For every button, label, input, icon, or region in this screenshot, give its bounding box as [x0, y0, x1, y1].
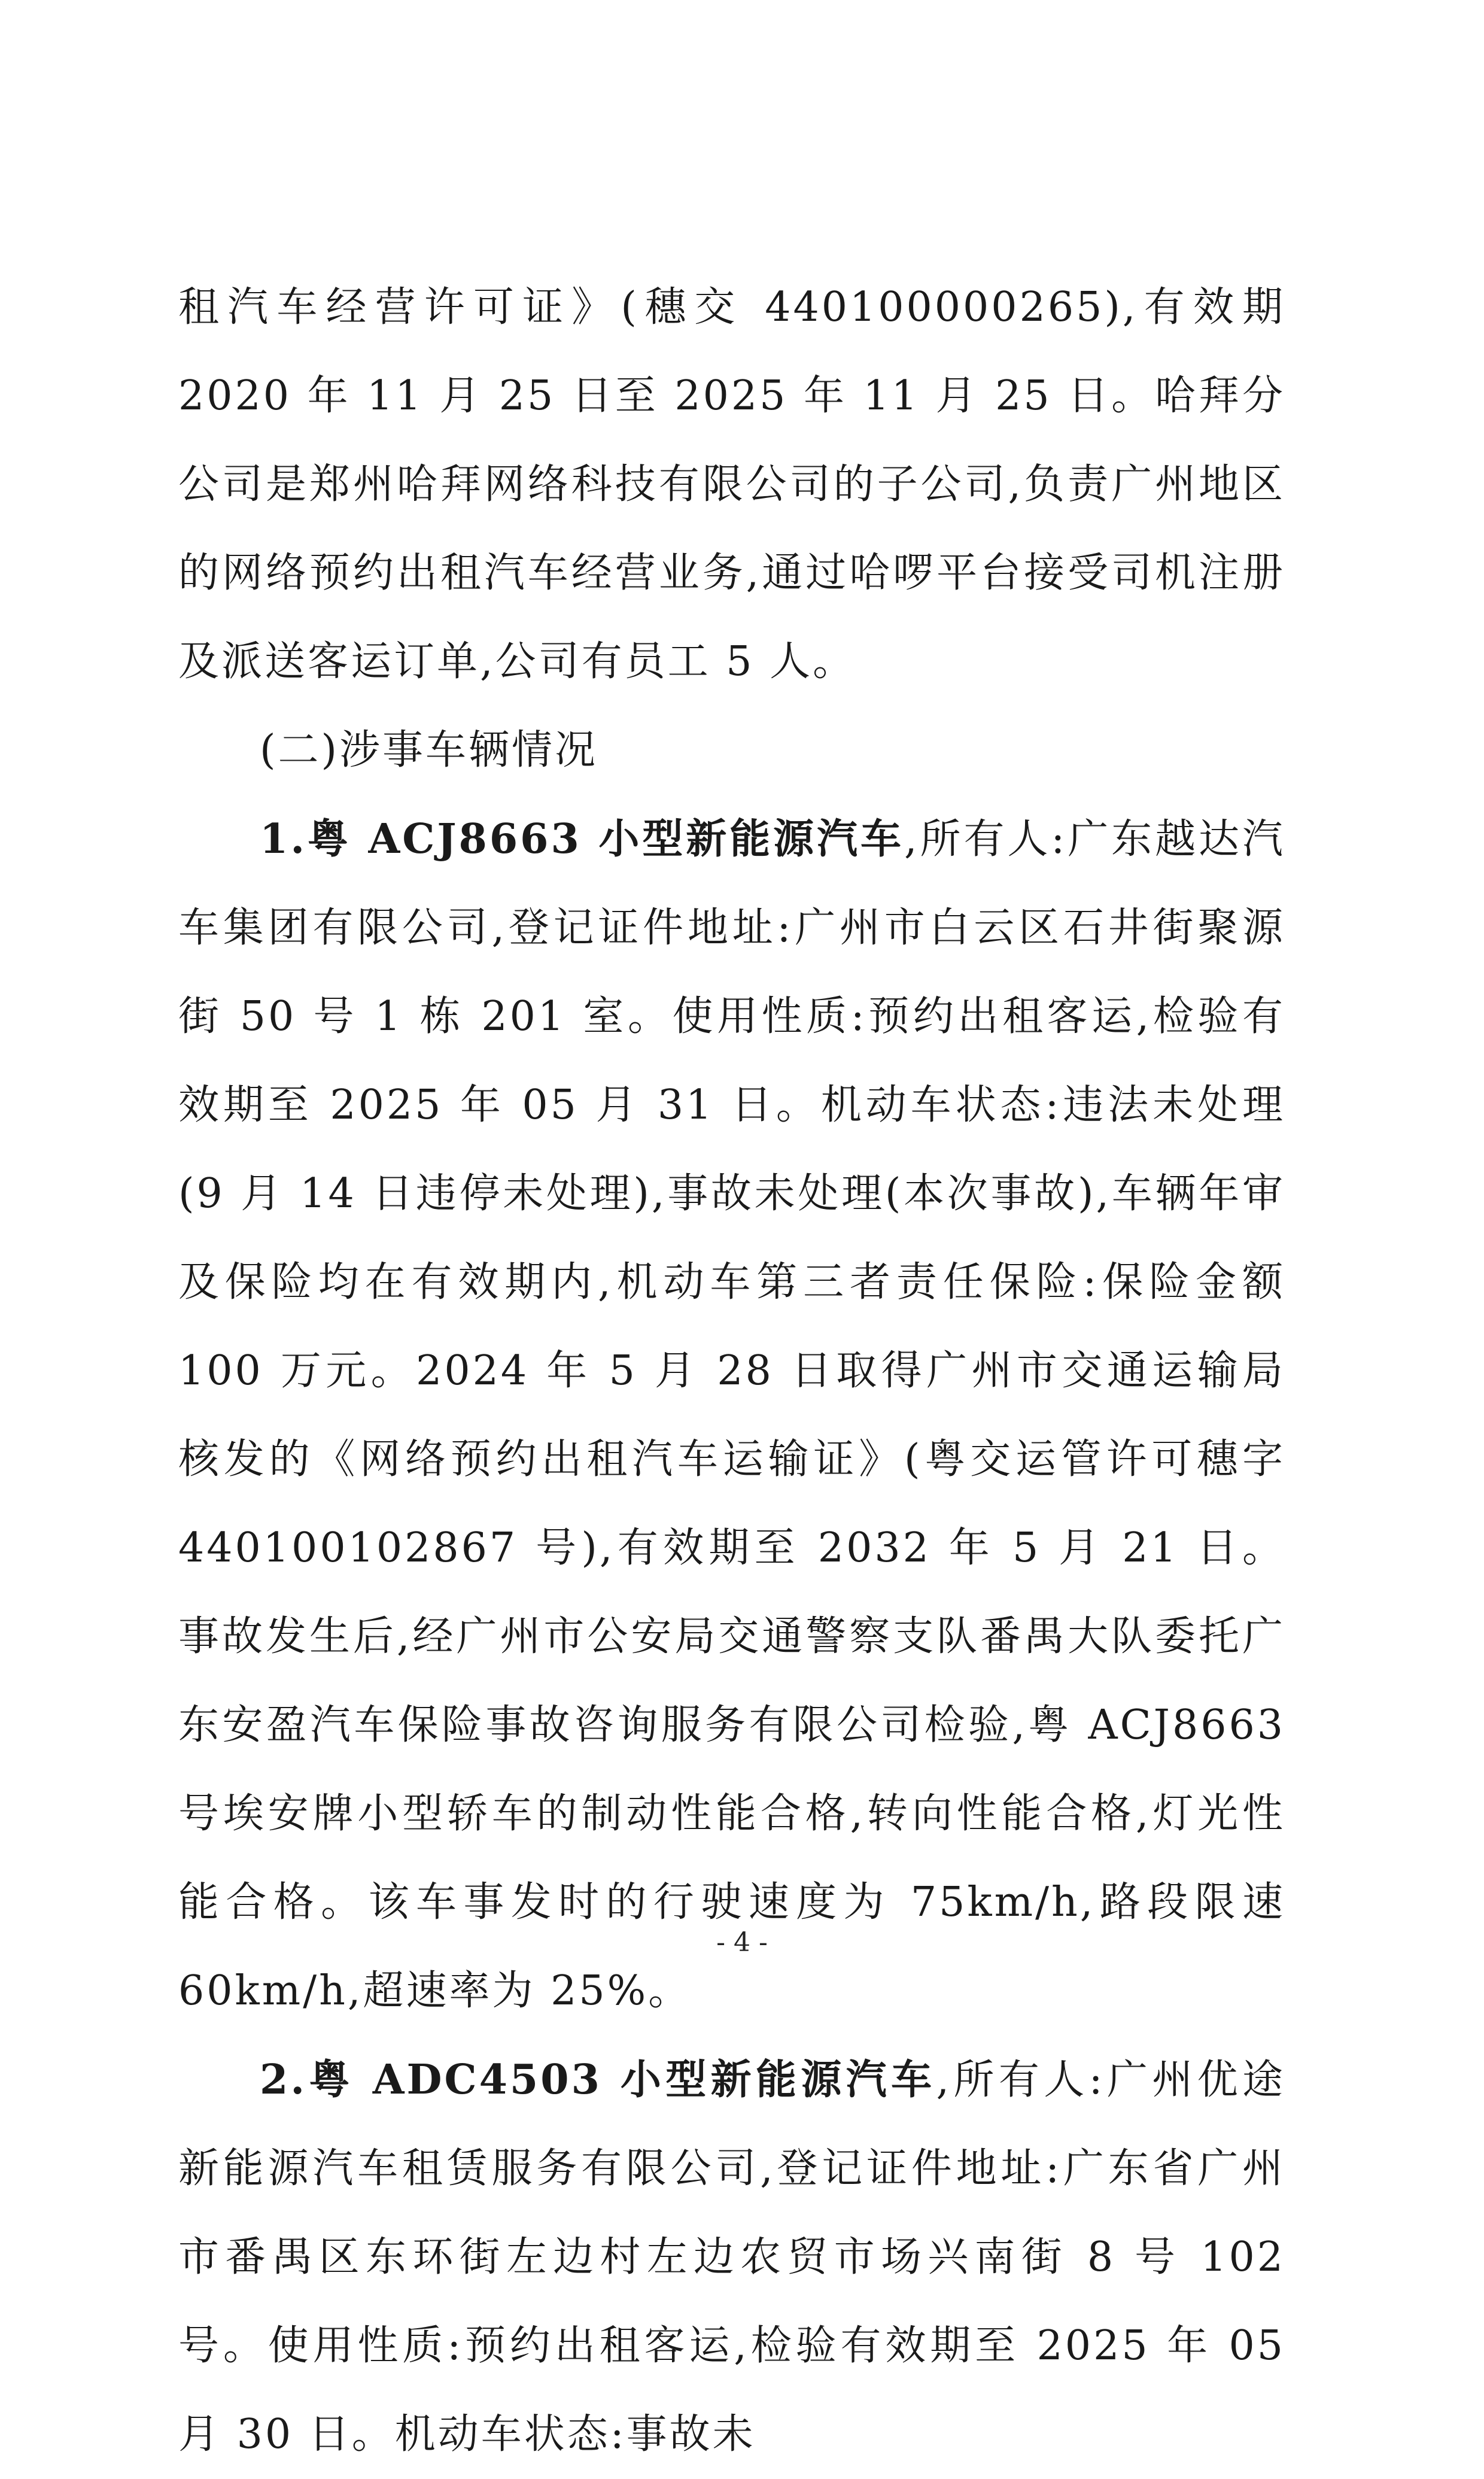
vehicle-2-lead: 2.粤 ADC4503 小型新能源汽车 — [260, 2056, 936, 2104]
vehicle-2-text: ,所有人:广州优途新能源汽车租赁服务有限公司,登记证件地址:广东省广州市番禺区东环街左边村左边农贸市场兴南街 8 号 102 号。使用性质:预约出租客运,检验有效期至 2025 年 05 月 30 日。机动车状态:事故未 — [178, 2056, 1285, 2458]
paragraph-vehicle-2 — [178, 2036, 1285, 2479]
section-heading — [178, 706, 1285, 795]
section-heading-text: (二)涉事车辆情况 — [260, 727, 598, 774]
page-number: - 4 - — [716, 1927, 768, 1958]
document-body — [178, 263, 1285, 2479]
vehicle-1-text: ,所有人:广东越达汽车集团有限公司,登记证件地址:广州市白云区石井街聚源街 50 号 1 栋 201 室。使用性质:预约出租客运,检验有效期至 2025 年 05 月 31 日。机动车状态:违法未处理(9 月 14 日违停未处理),事故未处理(本次事故),车辆年审及保险均在有效期内,机动车第三者责任保险:保险金额 100 万元。2024 年 5 月 28 日取得广州市交通运输局核发的《网络预约出租汽车运输证》(粤交运管许可穗字 440100102867 号),有效期至 2032 年 5 月 21 日。事故发生后,经广州市公安局交通警察支队番禺大队委托广东安盈汽车保险事故咨询服务有限公司检验,粤 ACJ8663 号埃安牌小型轿车的制动性能合格,转向性能合格,灯光性能合格。该车事发时的行驶速度为 75km/h,路段限速 60km/h,超速率为 25%。 — [178, 816, 1285, 2015]
paragraph-vehicle-1 — [178, 795, 1285, 2036]
vehicle-1-lead: 1.粤 ACJ8663 小型新能源汽车 — [260, 815, 904, 863]
paragraph-text: 租汽车经营许可证》(穗交 440100000265),有效期 2020 年 11 月 25 日至 2025 年 11 月 25 日。哈拜分公司是郑州哈拜网络科技有限公司的子公司,负责广州地区的网络预约出租汽车经营业务,通过哈啰平台接受司机注册及派送客运订单,公司有员工 5 人。 — [178, 284, 1285, 685]
paragraph-company-info — [178, 263, 1285, 706]
